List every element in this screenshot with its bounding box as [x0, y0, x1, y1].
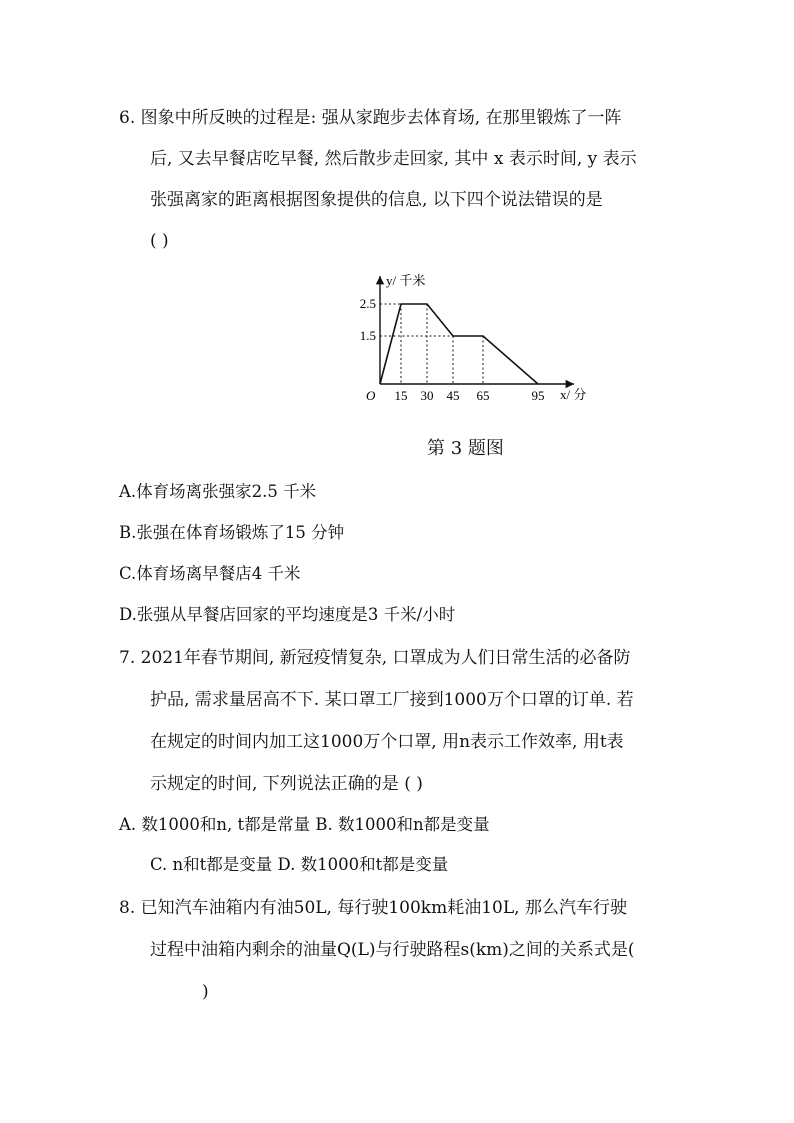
- distance-time-graph: [352, 268, 592, 408]
- q6-option-b: B.张强在体育场锻炼了15 分钟: [119, 523, 345, 542]
- q7-line-2: 护品, 需求量居高不下. 某口罩工厂接到1000万个口罩的订单. 若: [150, 690, 634, 710]
- x-tick-label: 45: [446, 388, 460, 403]
- x-tick-label: 65: [476, 388, 490, 403]
- q8-answer-close: ): [202, 982, 209, 1002]
- q6-line-1: 6. 图象中所反映的过程是: 强从家跑步去体育场, 在那里锻炼了一阵: [119, 108, 622, 128]
- q6-line-3: 张强离家的距离根据图象提供的信息, 以下四个说法错误的是: [150, 190, 603, 210]
- x-tick-label: 30: [420, 388, 434, 403]
- graph-svg: [352, 268, 592, 408]
- y-tick-label: 2.5: [359, 296, 376, 311]
- q7-line-4: 示规定的时间, 下列说法正确的是 ( ): [150, 774, 423, 794]
- x-tick-label: 95: [531, 388, 545, 403]
- figure-caption: 第 3 题图: [427, 438, 504, 459]
- x-tick-label: 15: [394, 388, 408, 403]
- q7-line-1: 7. 2021年春节期间, 新冠疫情复杂, 口罩成为人们日常生活的必备防: [119, 648, 631, 668]
- q6-option-c: C.体育场离早餐店4 千米: [119, 564, 301, 583]
- q7-line-3: 在规定的时间内加工这1000万个口罩, 用n表示工作效率, 用t表: [150, 732, 624, 752]
- q6-answer-blank: ( ): [150, 231, 169, 251]
- tick-labels: [360, 296, 545, 403]
- q7-option-cd: C. n和t都是变量 D. 数1000和t都是变量: [150, 855, 449, 874]
- q8-line-2: 过程中油箱内剩余的油量Q(L)与行驶路程s(km)之间的关系式是(: [150, 940, 635, 960]
- q6-option-d: D.张强从早餐店回家的平均速度是3 千米/小时: [119, 605, 456, 624]
- y-tick-label: 1.5: [359, 328, 376, 343]
- dotted-guides: [380, 304, 483, 384]
- y-axis-label: y/ 千米: [386, 273, 426, 288]
- x-axis-label: x/ 分: [560, 387, 587, 402]
- q6-line-2: 后, 又去早餐店吃早餐, 然后散步走回家, 其中 x 表示时间, y 表示: [150, 149, 637, 169]
- q6-option-a: A.体育场离张强家2.5 千米: [119, 482, 317, 501]
- q7-option-ab: A. 数1000和n, t都是常量 B. 数1000和n都是变量: [119, 815, 490, 834]
- q8-line-1: 8. 已知汽车油箱内有油50L, 每行驶100km耗油10L, 那么汽车行驶: [119, 898, 627, 918]
- origin-label: O: [366, 388, 376, 403]
- distance-series-line: [380, 304, 538, 384]
